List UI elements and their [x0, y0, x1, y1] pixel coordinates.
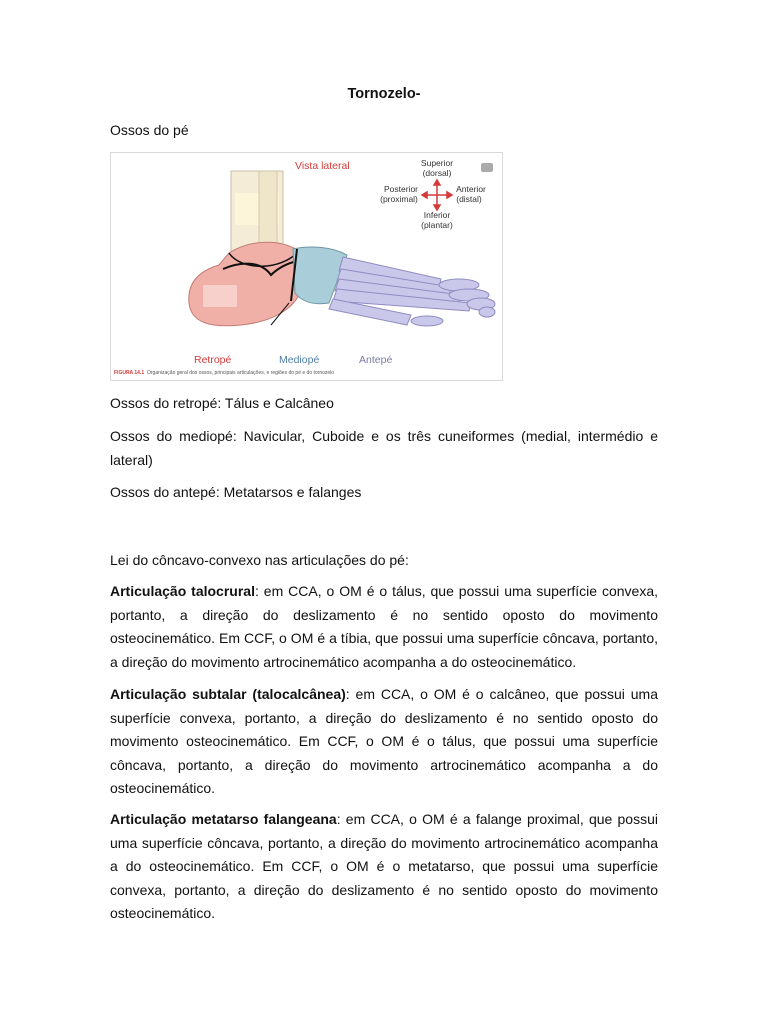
subtalar-text: : em CCA, o OM é o calcâneo, que possui uma superfície convexa, portanto, a direção do deslizamento é no sentido oposto do movimento osteocinemático. Em CCF, o OM é o tálus, que possui uma superfície côncava, portanto, a direção do movimento artrocinemático acompanha a do osteocinemático. — [110, 686, 658, 796]
foot-bones-figure — [110, 152, 503, 381]
region-antepe-label: Antepé — [359, 354, 393, 366]
metatarsophalangeal-text: : em CCA, o OM é a falange proximal, que possui uma superfície côncava, portanto, a direção do movimento artrocinemático acompanha a do osteocinemático. Em CCF, o OM é o metatarso, que possui uma superfície convexa, portanto, a direção do deslizamento é no sentido oposto do movimento osteocinemático. — [110, 811, 658, 921]
orientation-distal: (distal) — [456, 194, 482, 204]
camera-icon — [481, 163, 493, 172]
hindfoot-shape — [189, 242, 301, 326]
subtalar-paragraph — [110, 683, 658, 801]
foot-illustration — [111, 153, 502, 380]
section-bones-heading: Ossos do pé — [110, 122, 189, 138]
law-heading: Lei do côncavo-convexo nas articulações do pé: — [110, 552, 409, 568]
page-title: Tornozelo- — [347, 86, 421, 102]
orientation-proximal: (proximal) — [380, 194, 418, 204]
mediope-bones-text: Ossos do mediopé: Navicular, Cuboide e os três cuneiformes (medial, intermédio e lateral) — [110, 428, 658, 468]
figure-number: FIGURA 14.1 — [114, 370, 145, 376]
orientation-superior: Superior — [420, 158, 454, 168]
talocrural-name: Articulação talocrural — [110, 583, 255, 599]
orientation-dorsal: (dorsal) — [422, 168, 452, 178]
calcaneus-label-box — [203, 285, 237, 307]
orientation-posterior: Posterior — [383, 184, 419, 194]
orientation-anterior: Anterior — [456, 184, 486, 194]
region-retrope-label: Retropé — [194, 354, 232, 366]
talocrural-paragraph — [110, 580, 658, 674]
view-label: Vista lateral — [295, 160, 350, 172]
figure-caption: Organização geral dos ossos, principais articulações, e regiões do pé e do tornozelo — [147, 370, 335, 376]
fibula-shape — [259, 171, 277, 249]
retrope-bones-text: Ossos do retropé: Tálus e Calcâneo — [110, 395, 334, 411]
antepe-bones-text: Ossos do antepé: Metatarsos e falanges — [110, 484, 362, 500]
subtalar-name: Articulação subtalar (talocalcânea) — [110, 686, 346, 702]
talocrural-text: : em CCA, o OM é o tálus, que possui uma superfície convexa, portanto, a direção do deslizamento é no sentido oposto do movimento osteocinemático. Em CCF, o OM é a tíbia, que possui uma superfície côncava, portanto, a direção do movimento artrocinemático acompanha a do osteocinemático. — [110, 583, 658, 670]
metatarsophalangeal-paragraph — [110, 808, 658, 926]
forefoot-bones — [329, 257, 495, 326]
orientation-arrows — [422, 180, 452, 210]
region-mediope-label: Mediopé — [279, 354, 320, 366]
metatarsophalangeal-name: Articulação metatarso falangeana — [110, 811, 337, 827]
orientation-inferior: Inferior — [423, 210, 451, 220]
orientation-plantar: (plantar) — [421, 220, 453, 230]
